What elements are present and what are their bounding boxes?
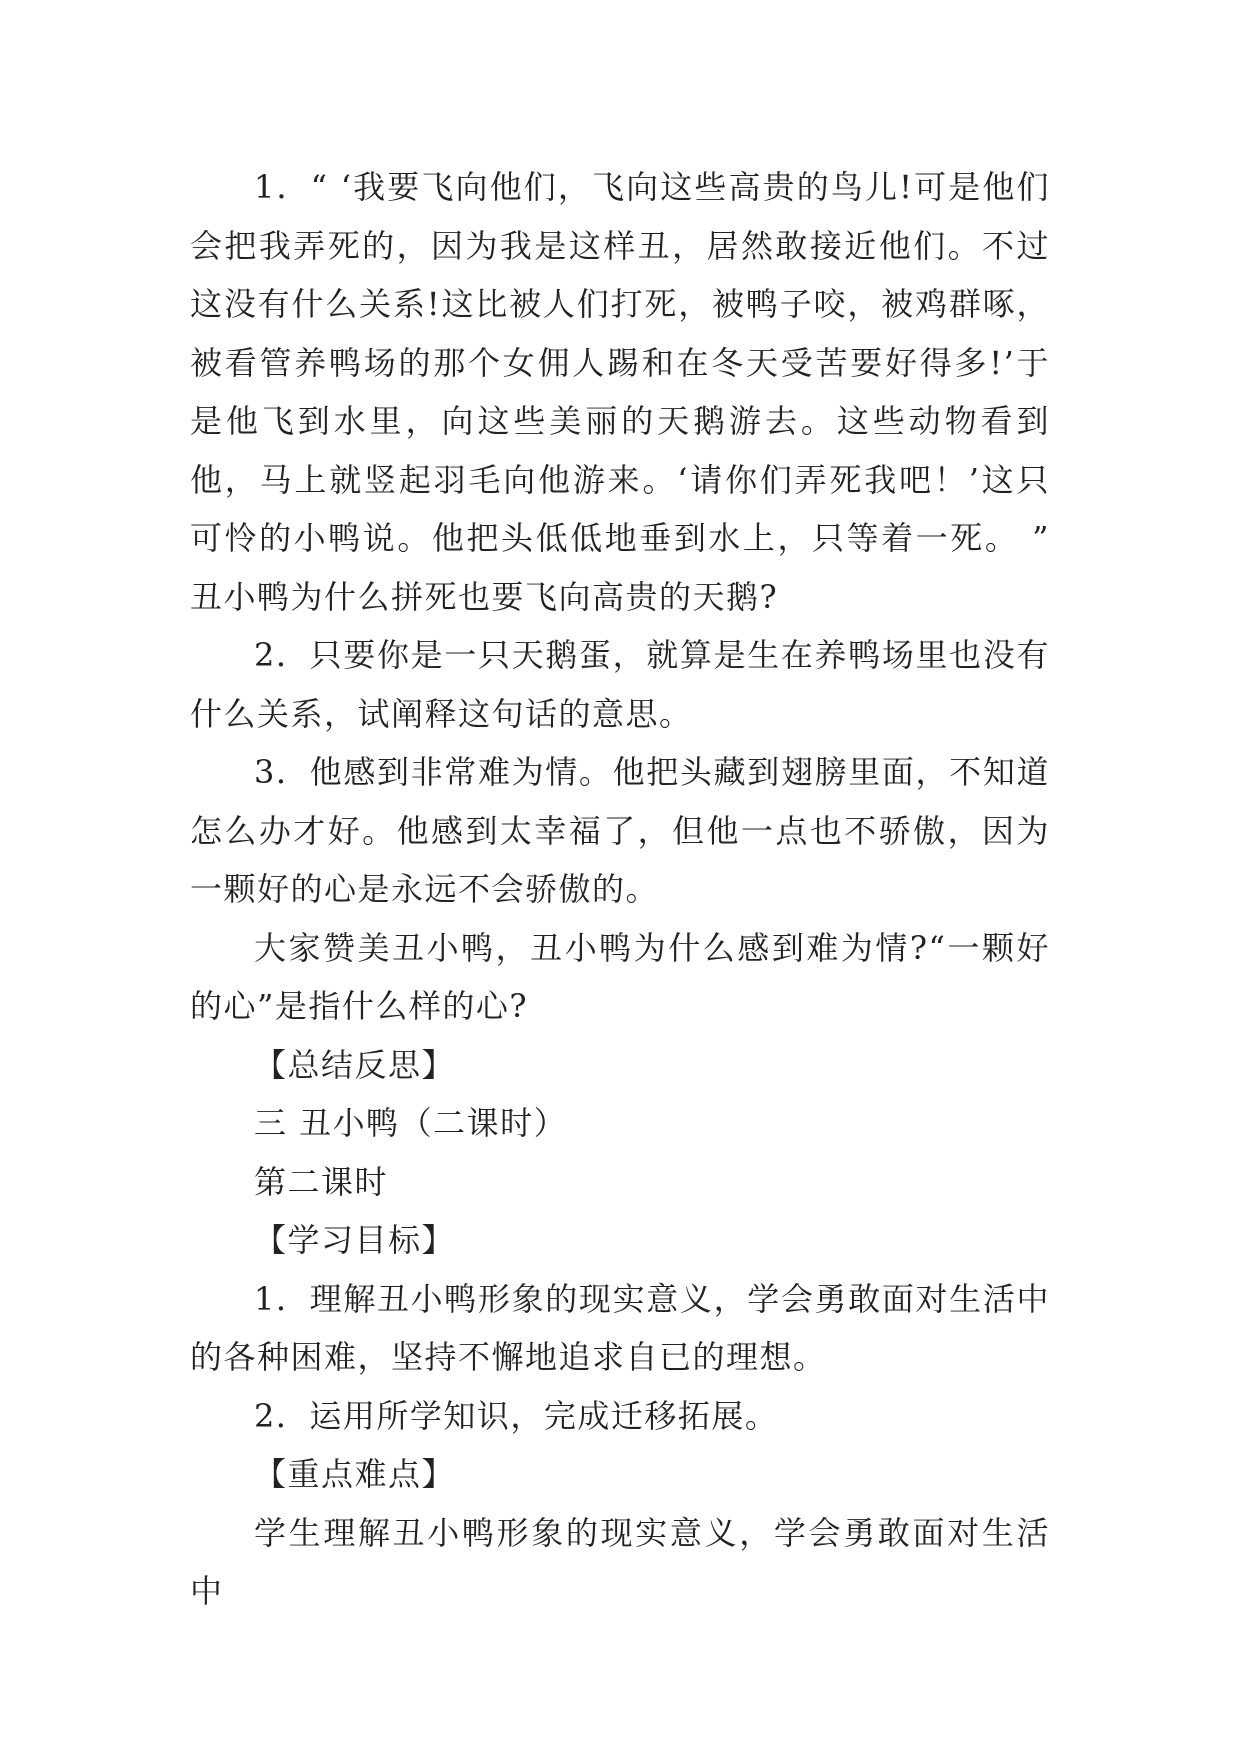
- key-points-heading: 【重点难点】: [254, 1455, 456, 1493]
- key-points-paragraph: 学生理解丑小鸭形象的现实意义，学会勇敢面对生活中: [190, 1513, 1050, 1610]
- summary-heading: 【总结反思】: [254, 1045, 456, 1084]
- question-3-followup-paragraph: 大家赞美丑小鸭，丑小鸭为什么感到难为情?“一颗好的心”是指什么样的心?: [190, 928, 1050, 1025]
- question-1-paragraph: 1．“ ‘我要飞向他们，飞向这些高贵的鸟儿!可是他们会把我弄死的，因为我是这样丑，居然敢接近他们。不过这没有什么关系!这比被人们打死，被鸭子咬，被鸡群啄，被看管养鸭场的那个女佣人踢和在冬天受苦要好得多!’于是他飞到水里，向这些美丽的天鹅游去。这些动物看到他，马上就竖起羽毛向他游来。‘请你们弄死我吧！’这只可怜的小鸭说。他把头低低地垂到水上，只等着一死。 ” 丑小鸭为什么拼死也要飞向高贵的天鹅?: [190, 168, 1050, 616]
- objective-1-paragraph: 1．理解丑小鸭形象的现实意义，学会勇敢面对生活中的各种困难，坚持不懈地追求自已的理想。: [190, 1279, 1050, 1376]
- question-2-paragraph: 2．只要你是一只天鹅蛋，就算是生在养鸭场里也没有什么关系，试阐释这句话的意思。: [190, 636, 1050, 733]
- document-body: [190, 158, 1050, 1621]
- objective-2-paragraph: 2．运用所学知识，完成迁移拓展。: [254, 1396, 779, 1435]
- question-3-paragraph: 3．他感到非常难为情。他把头藏到翅膀里面，不知道怎么办才好。他感到太幸福了，但他一点也不骄傲，因为一颗好的心是永远不会骄傲的。: [190, 753, 1050, 908]
- lesson-title: 三 丑小鸭（二课时）: [254, 1104, 568, 1142]
- lesson-period: 第二课时: [254, 1162, 389, 1201]
- objectives-heading: 【学习目标】: [254, 1221, 456, 1259]
